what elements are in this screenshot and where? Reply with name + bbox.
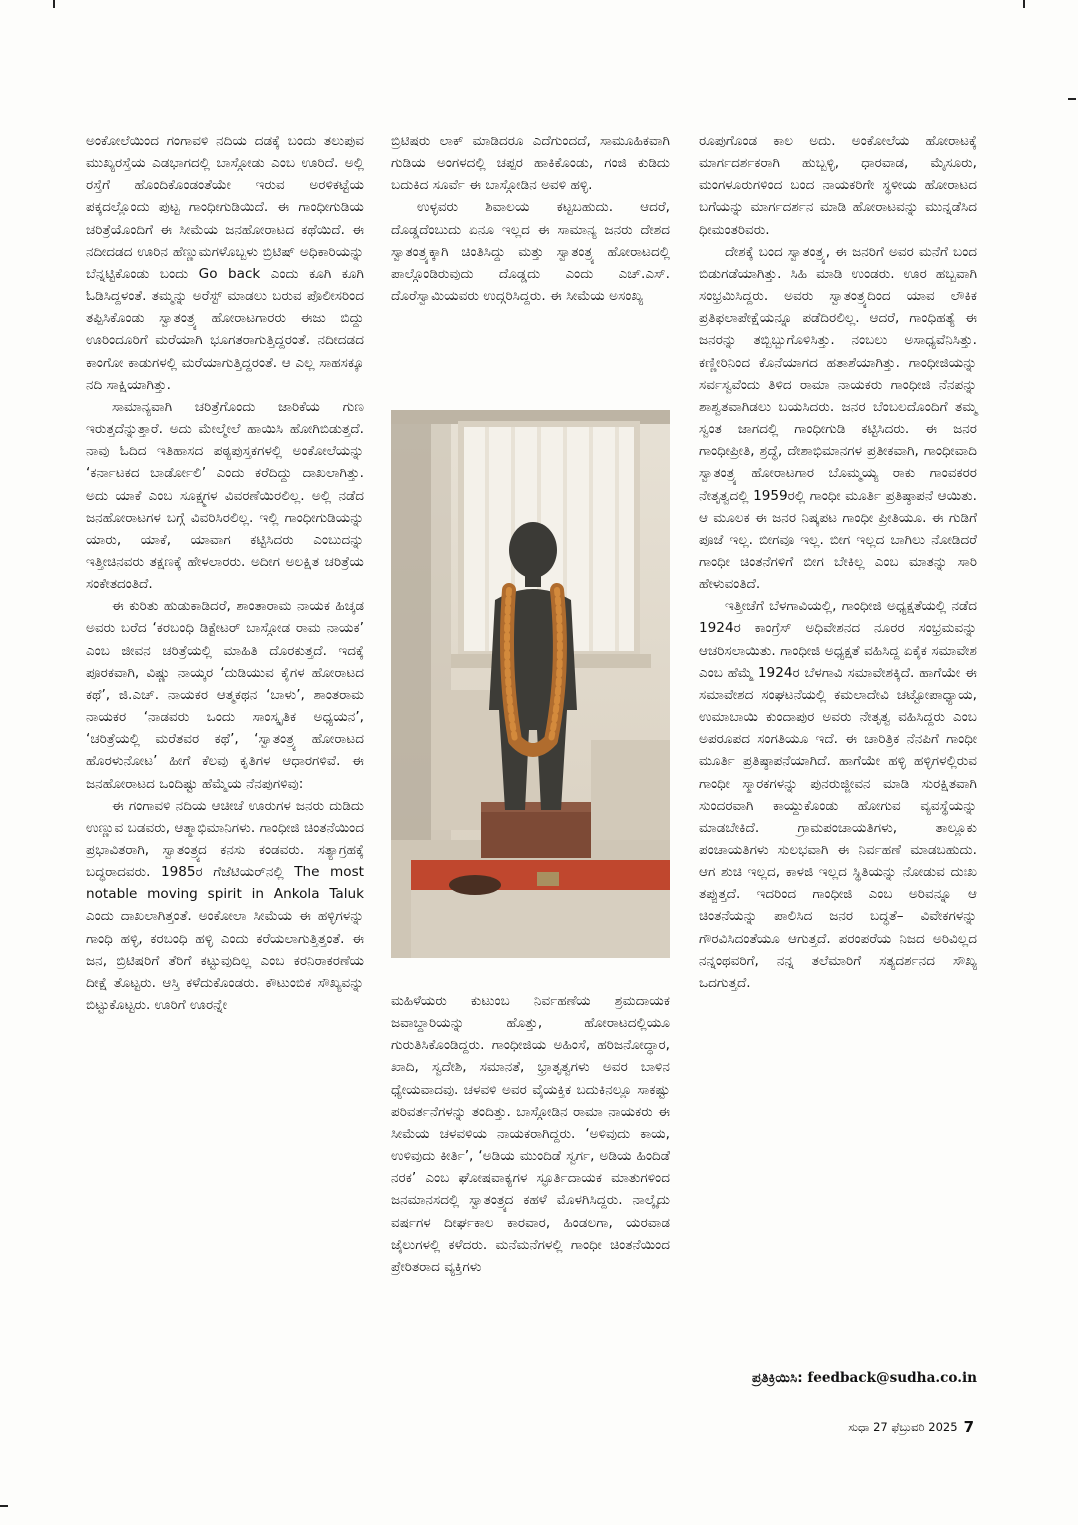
article-column-3: [699, 130, 977, 994]
statue-illustration: [391, 410, 670, 958]
article-column-2-bottom: [391, 990, 670, 1278]
crop-mark: [53, 0, 55, 8]
feedback-email-link[interactable]: feedback@sudha.co.in: [807, 1370, 977, 1386]
paragraph: ಇತ್ತೀಚೆಗೆ ಬೆಳಗಾವಿಯಲ್ಲಿ, ಗಾಂಧೀಜಿ ಅಧ್ಯಕ್ಷತೆಯಲ್ಲಿ ನಡೆದ 1924ರ ಕಾಂಗ್ರೆಸ್ ಅಧಿವೇಶನದ ನೂರರ ಸಂಭ್ರಮವನ್ನು ಆಚರಿಸಲಾಯಿತು. ಗಾಂಧೀಜಿ ಅಧ್ಯಕ್ಷತೆ ವಹಿಸಿದ್ದ ಏಕೈಕ ಸಮಾವೇಶ ಎಂಬ ಹೆಮ್ಮೆ 1924ರ ಬೆಳಗಾವಿ ಸಮಾವೇಶಕ್ಕಿದೆ. ಹಾಗೆಯೇ ಈ ಸಮಾವೇಶದ ಸಂಘಟನೆಯಲ್ಲಿ ಕಮಲಾದೇವಿ ಚಟ್ಟೋಪಾಧ್ಯಾಯ, ಉಮಾಬಾಯಿ ಕುಂದಾಪುರ ಅವರು ನೇತೃತ್ವ ವಹಿಸಿದ್ದರು ಎಂಬ ಅಪರೂಪದ ಸಂಗತಿಯೂ ಇದೆ. ಈ ಚಾರಿತ್ರಿಕ ನೆನಪಿಗೆ ಗಾಂಧೀ ಮೂರ್ತಿ ಪ್ರತಿಷ್ಠಾಪನೆಯಾಗಿದೆ. ಹಾಗೆಯೇ ಹಳ್ಳಿ ಹಳ್ಳಿಗಳಲ್ಲಿರುವ ಗಾಂಧೀ ಸ್ಮಾರಕಗಳನ್ನು ಪುನರುಜ್ಜೀವನ ಮಾಡಿ ಸುರಕ್ಷಿತವಾಗಿ ಸುಂದರವಾಗಿ ಕಾಯ್ದುಕೊಂಡು ಹೋಗುವ ವ್ಯವಸ್ಥೆಯನ್ನು ಮಾಡಬೇಕಿದೆ. ಗ್ರಾಮಪಂಚಾಯತಿಗಳು, ತಾಲ್ಲೂಕು ಪಂಚಾಯತಿಗಳು ಸುಲಭವಾಗಿ ಈ ನಿರ್ವಹಣೆ ಮಾಡಬಹುದು. ಆಗ ಶುಚಿ ಇಲ್ಲದ, ಕಾಳಜಿ ಇಲ್ಲದ ಸ್ಥಿತಿಯನ್ನು ನೋಡುವ ದುಃಖ ತಪ್ಪುತ್ತದೆ. ಇದರಿಂದ ಗಾಂಧೀಜಿ ಎಂಬ ಅರಿವನ್ನೂ ಆ ಚಿಂತನೆಯನ್ನು ಪಾಲಿಸಿದ ಜನರ ಬದ್ಧತೆ– ವಿವೇಕಗಳನ್ನು ಗೌರವಿಸಿದಂತೆಯೂ ಆಗುತ್ತದೆ. ಪರಂಪರೆಯ ನಿಜದ ಅರಿವಿಲ್ಲದ ನನ್ನಂಥವರಿಗೆ, ನನ್ನ ತಲೆಮಾರಿಗೆ ಸತ್ಯದರ್ಶನದ ಸೌಖ್ಯ ಒದಗುತ್ತದೆ.: [699, 598, 977, 991]
paragraph: ಅಂಕೋಲೆಯಿಂದ ಗಂಗಾವಳಿ ನದಿಯ ದಡಕ್ಕೆ ಬಂದು ತಲುಪುವ ಮುಖ್ಯರಸ್ತೆಯ ಎಡಭಾಗದಲ್ಲಿ ಬಾಸ್ಗೋಡು ಎಂಬ ಊರಿದೆ. ಅಲ್ಲಿ ರಸ್ತೆಗೆ ಹೊಂದಿಕೊಂಡಂತೆಯೇ ಇರುವ ಅರಳಿಕಟ್ಟೆಯ ಪಕ್ಕದಲ್ಲೊಂದು ಪುಟ್ಟ ಗಾಂಧೀಗುಡಿಯಿದೆ. ಈ ಗಾಂಧೀಗುಡಿಯ ಚರಿತ್ರೆಯೊಂದಿಗೆ ಈ ಸೀಮೆಯ ಜನಹೋರಾಟದ ಕಥೆಯಿದೆ. ಈ ನದೀದಡದ ಊರಿನ ಹೆಣ್ಣುಮಗಳೊಬ್ಬಳು ಬ್ರಿಟಿಷ್ ಅಧಿಕಾರಿಯನ್ನು ಬೆನ್ನಟ್ಟಿಕೊಂಡು ಬಂದು Go back ಎಂದು ಕೂಗಿ ಕೂಗಿ ಓಡಿಸಿದ್ದಳಂತೆ. ತಮ್ಮನ್ನು ಅರೆಸ್ಟ್ ಮಾಡಲು ಬರುವ ಪೊಲೀಸರಿಂದ ತಪ್ಪಿಸಿಕೊಂಡು ಸ್ವಾತಂತ್ರ್ಯ ಹೋರಾಟಗಾರರು ಈಜು ಬಿದ್ದು ಊರಿಂದೂರಿಗೆ ಮರೆಯಾಗಿ ಭೂಗತರಾಗುತ್ತಿದ್ದರಂತೆ. ನದೀದಡದ ಕಾಂಗೋ ಕಾಡುಗಳಲ್ಲಿ ಮರೆಯಾಗುತ್ತಿದ್ದರಂತೆ. ಆ ಎಲ್ಲ ಸಾಹಸಕ್ಕೂ ನದಿ ಸಾಕ್ಷಿಯಾಗಿತ್ತು.: [86, 133, 364, 393]
paragraph: ಸಾಮಾನ್ಯವಾಗಿ ಚರಿತ್ರೆಗೊಂದು ಜಾರಿಕೆಯ ಗುಣ ಇರುತ್ತದೆನ್ನುತ್ತಾರೆ. ಅದು ಮೇಲ್ಮೇಲೆ ಹಾಯಿಸಿ ಹೋಗಿಬಿಡುತ್ತದೆ. ನಾವು ಓದಿದ ಇತಿಹಾಸದ ಪಠ್ಯಪುಸ್ತಕಗಳಲ್ಲಿ ಅಂಕೋಲೆಯನ್ನು ‘ಕರ್ನಾಟಕದ ಬಾರ್ಡೋಲಿ’ ಎಂದು ಕರೆದಿದ್ದು ದಾಖಲಾಗಿತ್ತು. ಅದು ಯಾಕೆ ಎಂಬ ಸೂಕ್ಷ್ಮಗಳ ವಿವರಣೆಯಿರಲಿಲ್ಲ. ಅಲ್ಲಿ ನಡೆದ ಜನಹೋರಾಟಗಳ ಬಗ್ಗೆ ವಿವರಿಸಿರಲಿಲ್ಲ. ಇಲ್ಲಿ ಗಾಂಧೀಗುಡಿಯನ್ನು ಯಾರು, ಯಾಕೆ, ಯಾವಾಗ ಕಟ್ಟಿಸಿದರು ಎಂಬುದನ್ನು ಇತ್ತೀಚಿನವರು ತಕ್ಷಣಕ್ಕೆ ಹೇಳಲಾರರು. ಅದೀಗ ಅಲಕ್ಷಿತ ಚರಿತ್ರೆಯ ಸಂಕೇತದಂತಿದೆ.: [86, 398, 364, 593]
paragraph: ದೇಶಕ್ಕೆ ಬಂದ ಸ್ವಾತಂತ್ರ್ಯ, ಈ ಜನರಿಗೆ ಅವರ ಮನೆಗೆ ಬಂದ ಬಿಡುಗಡೆಯಾಗಿತ್ತು. ಸಿಹಿ ಮಾಡಿ ಉಂಡರು. ಊರ ಹಬ್ಬವಾಗಿ ಸಂಭ್ರಮಿಸಿದ್ದರು. ಅವರು ಸ್ವಾತಂತ್ರ್ಯದಿಂದ ಯಾವ ಲೌಕಿಕ ಪ್ರತಿಫಲಾಪೇಕ್ಷೆಯನ್ನೂ ಪಡೆದಿರಲಿಲ್ಲ. ಆದರೆ, ಗಾಂಧಿಹತ್ಯೆ ಈ ಜನರನ್ನು ತಬ್ಬಿಬ್ಬುಗೊಳಿಸಿತ್ತು. ನಂಬಲು ಅಸಾಧ್ಯವೆನಿಸಿತ್ತು. ಕಣ್ಣೀರಿನಿಂದ ಕೊನೆಯಾಗದ ಹತಾಶೆಯಾಗಿತ್ತು. ಗಾಂಧೀಜಿಯನ್ನು ಸರ್ವಸ್ವವೆಂದು ತಿಳಿದ ರಾಮಾ ನಾಯಕರು ಗಾಂಧೀಜಿ ನೆನಪನ್ನು ಶಾಶ್ವತವಾಗಿಡಲು ಬಯಸಿದರು. ಜನರ ಬೆಂಬಲದೊಂದಿಗೆ ತಮ್ಮ ಸ್ವಂತ ಜಾಗದಲ್ಲಿ ಗಾಂಧೀಗುಡಿ ಕಟ್ಟಿಸಿದರು. ಈ ಜನರ ಗಾಂಧೀಪ್ರೀತಿ, ಶ್ರದ್ಧೆ, ದೇಶಾಭಿಮಾನಗಳ ಪ್ರತೀಕವಾಗಿ, ಗಾಂಧೀವಾದಿ ಸ್ವಾತಂತ್ರ್ಯ ಹೋರಾಟಗಾರ ಬೊಮ್ಮಯ್ಯ ರಾಕು ಗಾಂವಕರರ ನೇತೃತ್ವದಲ್ಲಿ 1959ರಲ್ಲಿ ಗಾಂಧೀ ಮೂರ್ತಿ ಪ್ರತಿಷ್ಠಾಪನೆ ಆಯಿತು. ಆ ಮೂಲಕ ಈ ಜನರ ನಿಷ್ಕಪಟ ಗಾಂಧೀ ಪ್ರೀತಿಯೂ. ಈ ಗುಡಿಗೆ ಪೂಜೆ ಇಲ್ಲ. ಬೀಗವೂ ಇಲ್ಲ. ಬೀಗ ಇಲ್ಲದ ಬಾಗಿಲು ನೋಡಿದರೆ ಗಾಂಧೀ ಚಿಂತನೆಗಳಿಗೆ ಬೀಗ ಬೇಕಿಲ್ಲ ಎಂಬ ಮಾತನ್ನು ಸಾರಿ ಹೇಳುವಂತಿದೆ.: [699, 243, 977, 593]
paragraph: ಉಳ್ಳವರು ಶಿವಾಲಯ ಕಟ್ಟಬಹುದು. ಆದರೆ, ದೊಡ್ಡದೆಂಬುದು ಏನೂ ಇಲ್ಲದ ಈ ಸಾಮಾನ್ಯ ಜನರು ದೇಶದ ಸ್ವಾತಂತ್ರ್ಯಕ್ಕಾಗಿ ಚಿಂತಿಸಿದ್ದು ಮತ್ತು ಸ್ವಾತಂತ್ರ್ಯ ಹೋರಾಟದಲ್ಲಿ ಪಾಲ್ಗೊಂಡಿರುವುದು ದೊಡ್ಡದು ಎಂದು ಎಚ್.ಎಸ್. ದೊರೆಸ್ವಾಮಿಯವರು ಉದ್ಗರಿಸಿದ್ದರು. ಈ ಸೀಮೆಯ ಅಸಂಖ್ಯ: [391, 199, 670, 305]
feedback-line: [699, 1370, 977, 1386]
crop-mark: [0, 1505, 8, 1507]
page-footer: [848, 1418, 974, 1436]
crop-mark: [1023, 0, 1025, 8]
crop-mark: [1068, 98, 1076, 100]
article-column-2-top: [391, 130, 670, 307]
page-number: 7: [963, 1418, 974, 1436]
paragraph: ಮಹಿಳೆಯರು ಕುಟುಂಬ ನಿರ್ವಹಣೆಯ ಶ್ರಮದಾಯಕ ಜವಾಬ್ದಾರಿಯನ್ನು ಹೊತ್ತು, ಹೋರಾಟದಲ್ಲಿಯೂ ಗುರುತಿಸಿಕೊಂಡಿದ್ದರು. ಗಾಂಧೀಜಿಯ ಅಹಿಂಸೆ, ಹರಿಜನೋದ್ಧಾರ, ಖಾದಿ, ಸ್ವದೇಶಿ, ಸಮಾನತೆ, ಭ್ರಾತೃತ್ವಗಳು ಅವರ ಬಾಳಿನ ಧ್ಯೇಯವಾದವು. ಚಳವಳಿ ಅವರ ವೈಯಕ್ತಿಕ ಬದುಕಿನಲ್ಲೂ ಸಾಕಷ್ಟು ಪರಿವರ್ತನೆಗಳನ್ನು ತಂದಿತ್ತು. ಬಾಸ್ಗೋಡಿನ ರಾಮಾ ನಾಯಕರು ಈ ಸೀಮೆಯ ಚಳವಳಿಯ ನಾಯಕರಾಗಿದ್ದರು. ‘ಅಳಿವುದು ಕಾಯ, ಉಳಿವುದು ಕೀರ್ತಿ’, ‘ಅಡಿಯ ಮುಂದಿಡೆ ಸ್ವರ್ಗ, ಅಡಿಯ ಹಿಂದಿಡೆ ನರಕ’ ಎಂಬ ಘೋಷವಾಕ್ಯಗಳ ಸ್ಫೂರ್ತಿದಾಯಕ ಮಾತುಗಳಿಂದ ಜನಮಾನಸದಲ್ಲಿ ಸ್ವಾತಂತ್ರ್ಯದ ಕಹಳೆ ಮೊಳಗಿಸಿದ್ದರು. ನಾಲ್ಕೈದು ವರ್ಷಗಳ ದೀರ್ಘಕಾಲ ಕಾರವಾರ, ಹಿಂಡಲಗಾ, ಯರವಾಡ ಜೈಲುಗಳಲ್ಲಿ ಕಳೆದರು. ಮನೆಮನೆಗಳಲ್ಲಿ ಗಾಂಧೀ ಚಿಂತನೆಯಿಂದ ಪ್ರೇರಿತರಾದ ವ್ಯಕ್ತಿಗಳು: [391, 993, 670, 1275]
paragraph: ರೂಪುಗೊಂಡ ಕಾಲ ಅದು. ಅಂಕೋಲೆಯ ಹೋರಾಟಕ್ಕೆ ಮಾರ್ಗದರ್ಶಕರಾಗಿ ಹುಬ್ಬಳ್ಳಿ, ಧಾರವಾಡ, ಮೈಸೂರು, ಮಂಗಳೂರುಗಳಿಂದ ಬಂದ ನಾಯಕರಿಗೇ ಸ್ಥಳೀಯ ಹೋರಾಟದ ಬಗೆಯನ್ನು ಮಾರ್ಗದರ್ಶನ ಮಾಡಿ ಹೋರಾಟವನ್ನು ಮುನ್ನಡೆಸಿದ ಧೀಮಂತರಿವರು.: [699, 133, 977, 238]
gandhi-statue-photo: [391, 410, 670, 958]
issue-info: ಸುಧಾ 27 ಫೆಬ್ರುವರಿ 2025: [848, 1419, 958, 1434]
paragraph: ಬ್ರಿಟಿಷರು ಲಾಕ್ ಮಾಡಿದರೂ ಎದೆಗುಂದದೆ, ಸಾಮೂಹಿಕವಾಗಿ ಗುಡಿಯ ಅಂಗಳದಲ್ಲಿ ಚಪ್ಪರ ಹಾಕಿಕೊಂಡು, ಗಂಜಿ ಕುಡಿದು ಬದುಕಿದ ಸೂರ್ವೆ ಈ ಬಾಸ್ಗೋಡಿನ ಅವಳಿ ಹಳ್ಳಿ.: [391, 133, 670, 194]
article-column-1: [86, 130, 364, 1016]
paragraph: ಈ ಗಂಗಾವಳಿ ನದಿಯ ಆಚೀಚೆ ಊರುಗಳ ಜನರು ದುಡಿದು ಉಣ್ಣುವ ಬಡವರು, ಆತ್ಮಾಭಿಮಾನಿಗಳು. ಗಾಂಧೀಜಿ ಚಿಂತನೆಯಿಂದ ಪ್ರಭಾವಿತರಾಗಿ, ಸ್ವಾತಂತ್ರ್ಯದ ಕನಸು ಕಂಡವರು. ಸತ್ಯಾಗ್ರಹಕ್ಕೆ ಬದ್ಧರಾದವರು. 1985ರ ಗೆಜೆಟಿಯರ್‌ನಲ್ಲಿ The most notable moving spirit in Ankola Taluk ಎಂದು ದಾಖಲಾಗಿತ್ತಂತೆ. ಅಂಕೋಲಾ ಸೀಮೆಯ ಈ ಹಳ್ಳಿಗಳನ್ನು ಗಾಂಧಿ ಹಳ್ಳಿ, ಕರಬಂಧಿ ಹಳ್ಳಿ ಎಂದು ಕರೆಯಲಾಗುತ್ತಿತ್ತಂತೆ. ಈ ಜನ, ಬ್ರಿಟಿಷರಿಗೆ ತೆರಿಗೆ ಕಟ್ಟುವುದಿಲ್ಲ ಎಂಬ ಕರನಿರಾಕರಣೆಯ ದೀಕ್ಷೆ ತೊಟ್ಟರು. ಆಸ್ತಿ ಕಳೆದುಕೊಂಡರು. ಕೌಟುಂಬಿಕ ಸೌಖ್ಯವನ್ನು ಬಿಟ್ಟುಕೊಟ್ಟರು. ಊರಿಗೆ ಊರನ್ನೇ: [86, 797, 364, 1014]
feedback-label: ಪ್ರತಿಕ್ರಿಯಿಸಿ:: [751, 1370, 803, 1386]
paragraph: ಈ ಕುರಿತು ಹುಡುಕಾಡಿದರೆ, ಶಾಂತಾರಾಮ ನಾಯಕ ಹಿಚ್ಕಡ ಅವರು ಬರೆದ ‘ಕರಬಂಧಿ ಡಿಕ್ಟೇಟರ್ ಬಾಸ್ಗೋಡ ರಾಮ ನಾಯಕ’ ಎಂಬ ಜೀವನ ಚರಿತ್ರೆಯಲ್ಲಿ ಮಾಹಿತಿ ದೊರಕುತ್ತದೆ. ಇದಕ್ಕೆ ಪೂರಕವಾಗಿ, ವಿಷ್ಣು ನಾಯ್ಕರ ‘ದುಡಿಯುವ ಕೈಗಳ ಹೋರಾಟದ ಕಥೆ’, ಜಿ.ಎಚ್. ನಾಯಕರ ಆತ್ಮಕಥನ ‘ಬಾಳು’, ಶಾಂತರಾಮ ನಾಯಕರ ‘ನಾಡವರು ಒಂದು ಸಾಂಸ್ಕೃತಿಕ ಅಧ್ಯಯನ’, ‘ಚರಿತ್ರೆಯಲ್ಲಿ ಮರೆತವರ ಕಥೆ’, ‘ಸ್ವಾತಂತ್ರ್ಯ ಹೋರಾಟದ ಹೊರಳುನೋಟ’ ಹೀಗೆ ಕೆಲವು ಕೃತಿಗಳ ಆಧಾರಗಳಿವೆ. ಈ ಜನಹೋರಾಟದ ಒಂದಿಷ್ಟು ಹೆಮ್ಮೆಯ ನೆನಪುಗಳಿವು:: [86, 598, 364, 792]
